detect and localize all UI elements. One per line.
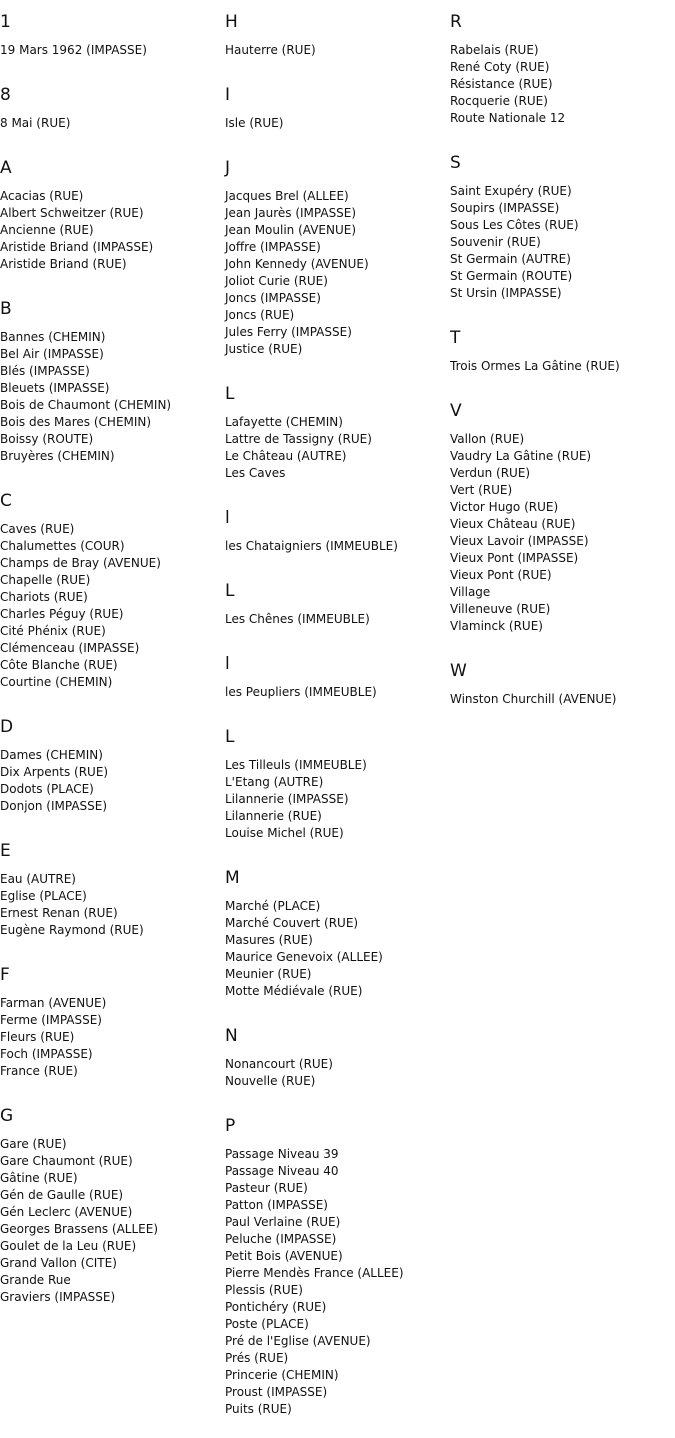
- group-spacer: [225, 842, 445, 856]
- letter-heading: L: [225, 727, 235, 747]
- letter-heading: B: [0, 299, 12, 319]
- letter-heading: V: [450, 401, 462, 421]
- group-spacer: [450, 302, 670, 316]
- street-link[interactable]: Les Tilleuls (IMMEUBLE): [225, 758, 367, 772]
- street-link[interactable]: Plessis (RUE): [225, 1283, 303, 1297]
- letter-group: [0, 299, 220, 479]
- street-link[interactable]: les Chataigniers (IMMEUBLE): [225, 539, 398, 553]
- group-spacer: [225, 59, 445, 73]
- street-link[interactable]: Joncs (IMPASSE): [225, 291, 321, 305]
- street-link[interactable]: Vaudry La Gâtine (RUE): [450, 449, 592, 463]
- street-link[interactable]: Jean Moulin (AVENUE): [225, 223, 357, 237]
- letter-group: [225, 508, 445, 569]
- street-list: [225, 757, 445, 842]
- letter-group: [225, 384, 445, 496]
- street-link[interactable]: Fleurs (RUE): [0, 1030, 75, 1044]
- street-link[interactable]: Courtine (CHEMIN): [0, 675, 113, 689]
- street-link[interactable]: Pierre Mendès France (ALLEE): [225, 1266, 404, 1280]
- street-link[interactable]: Louise Michel (RUE): [225, 826, 344, 840]
- street-list: [450, 358, 670, 375]
- street-link[interactable]: Blés (IMPASSE): [0, 364, 90, 378]
- letter-heading: F: [0, 965, 10, 985]
- letter-heading: A: [0, 158, 12, 178]
- street-link[interactable]: Chalumettes (COUR): [0, 539, 125, 553]
- street-link[interactable]: Eugène Raymond (RUE): [0, 923, 144, 937]
- street-link[interactable]: Joliot Curie (RUE): [225, 274, 328, 288]
- street-link[interactable]: St Germain (AUTRE): [450, 252, 571, 266]
- letter-heading: W: [450, 661, 467, 681]
- group-spacer: [225, 132, 445, 146]
- letter-heading: L: [225, 581, 235, 601]
- letter-group: [225, 868, 445, 1014]
- street-link[interactable]: Isle (RUE): [225, 116, 284, 130]
- letter-group: [450, 12, 670, 141]
- street-link[interactable]: Marché (PLACE): [225, 899, 321, 913]
- street-link[interactable]: Jean Jaurès (IMPASSE): [225, 206, 357, 220]
- street-list: [225, 188, 445, 358]
- letter-group: [0, 158, 220, 287]
- group-spacer: [225, 1000, 445, 1014]
- street-link[interactable]: Gén de Gaulle (RUE): [0, 1188, 124, 1202]
- street-link[interactable]: Jacques Brel (ALLEE): [225, 189, 349, 203]
- street-link[interactable]: René Coty (RUE): [450, 60, 550, 74]
- street-link[interactable]: Gare Chaumont (RUE): [0, 1154, 133, 1168]
- street-link[interactable]: Dix Arpents (RUE): [0, 765, 109, 779]
- street-link[interactable]: Route Nationale 12: [450, 111, 566, 125]
- letter-heading: J: [225, 158, 231, 178]
- street-link[interactable]: Résistance (RUE): [450, 77, 553, 91]
- street-link[interactable]: Puits (RUE): [225, 1402, 292, 1416]
- group-spacer: [0, 815, 220, 829]
- street-list: [225, 414, 445, 482]
- street-link[interactable]: Bruyères (CHEMIN): [0, 449, 115, 463]
- street-link[interactable]: Goulet de la Leu (RUE): [0, 1239, 137, 1253]
- street-link[interactable]: John Kennedy (AVENUE): [225, 257, 369, 271]
- street-link[interactable]: Farman (AVENUE): [0, 996, 107, 1010]
- street-link[interactable]: Princerie (CHEMIN): [225, 1368, 339, 1382]
- street-link[interactable]: 19 Mars 1962 (IMPASSE): [0, 43, 147, 57]
- street-link[interactable]: Vieux Château (RUE): [450, 517, 576, 531]
- letter-group: [225, 727, 445, 856]
- street-link[interactable]: St Germain (ROUTE): [450, 269, 573, 283]
- street-link[interactable]: Foch (IMPASSE): [0, 1047, 93, 1061]
- street-link[interactable]: Lilannerie (IMPASSE): [225, 792, 349, 806]
- street-list: [0, 42, 220, 59]
- street-list: [450, 183, 670, 302]
- street-link[interactable]: Jules Ferry (IMPASSE): [225, 325, 352, 339]
- group-spacer: [450, 375, 670, 389]
- street-link[interactable]: Ferme (IMPASSE): [0, 1013, 102, 1027]
- group-spacer: [225, 555, 445, 569]
- street-link[interactable]: Clémenceau (IMPASSE): [0, 641, 140, 655]
- street-link[interactable]: Grande Rue: [0, 1273, 71, 1287]
- street-link[interactable]: Souvenir (RUE): [450, 235, 541, 249]
- street-list: [0, 521, 220, 691]
- street-link[interactable]: Eglise (PLACE): [0, 889, 87, 903]
- street-link[interactable]: 8 Mai (RUE): [0, 116, 71, 130]
- street-list: [225, 611, 445, 628]
- street-link[interactable]: Marché Couvert (RUE): [225, 916, 359, 930]
- letter-group: [0, 717, 220, 829]
- street-link[interactable]: Winston Churchill (AVENUE): [450, 692, 617, 706]
- street-link[interactable]: Vert (RUE): [450, 483, 513, 497]
- street-index-column-2: [225, 0, 445, 1432]
- street-list: [0, 329, 220, 465]
- letter-group: [0, 841, 220, 953]
- letter-group: [225, 581, 445, 642]
- street-link[interactable]: Ernest Renan (RUE): [0, 906, 118, 920]
- street-link[interactable]: Ancienne (RUE): [0, 223, 94, 237]
- street-link[interactable]: Dames (CHEMIN): [0, 748, 103, 762]
- group-spacer: [225, 1090, 445, 1104]
- street-link[interactable]: Hauterre (RUE): [225, 43, 316, 57]
- letter-group: [450, 401, 670, 649]
- group-spacer: [0, 273, 220, 287]
- street-link[interactable]: France (RUE): [0, 1064, 78, 1078]
- letter-heading: L: [225, 384, 235, 404]
- street-link[interactable]: Peluche (IMPASSE): [225, 1232, 337, 1246]
- letter-heading: T: [450, 328, 461, 348]
- street-link[interactable]: Aristide Briand (IMPASSE): [0, 240, 154, 254]
- street-link[interactable]: Rabelais (RUE): [450, 43, 539, 57]
- group-spacer: [0, 465, 220, 479]
- group-spacer: [225, 482, 445, 496]
- letter-heading: I: [225, 85, 231, 105]
- street-link[interactable]: Bois des Mares (CHEMIN): [0, 415, 152, 429]
- letter-heading: N: [225, 1026, 238, 1046]
- letter-group: [0, 85, 220, 146]
- street-link[interactable]: Prés (RUE): [225, 1351, 289, 1365]
- street-link[interactable]: L'Etang (AUTRE): [225, 775, 324, 789]
- street-link[interactable]: Cité Phénix (RUE): [0, 624, 106, 638]
- street-link[interactable]: Sous Les Côtes (RUE): [450, 218, 579, 232]
- street-link[interactable]: Aristide Briand (RUE): [0, 257, 127, 271]
- letter-group: [225, 1026, 445, 1104]
- street-link[interactable]: Georges Brassens (ALLEE): [0, 1222, 158, 1236]
- street-link[interactable]: Lattre de Tassigny (RUE): [225, 432, 372, 446]
- group-spacer: [225, 701, 445, 715]
- letter-heading: S: [450, 153, 461, 173]
- street-link[interactable]: Soupirs (IMPASSE): [450, 201, 560, 215]
- street-link[interactable]: Albert Schweitzer (RUE): [0, 206, 144, 220]
- group-spacer: [225, 628, 445, 642]
- street-link[interactable]: Grand Vallon (CITE): [0, 1256, 117, 1270]
- letter-heading: l: [225, 508, 230, 528]
- street-list: [0, 188, 220, 273]
- letter-group: [0, 12, 220, 73]
- street-link[interactable]: Trois Ormes La Gâtine (RUE): [450, 359, 620, 373]
- group-spacer: [225, 358, 445, 372]
- street-link[interactable]: Proust (IMPASSE): [225, 1385, 328, 1399]
- street-link[interactable]: Saint Exupéry (RUE): [450, 184, 572, 198]
- street-link[interactable]: Charles Péguy (RUE): [0, 607, 124, 621]
- letter-heading: 1: [0, 12, 11, 32]
- street-list: [0, 871, 220, 939]
- letter-heading: E: [0, 841, 11, 861]
- street-list: [225, 115, 445, 132]
- street-link[interactable]: Pré de l'Eglise (AVENUE): [225, 1334, 371, 1348]
- letter-group: [225, 85, 445, 146]
- street-link[interactable]: Caves (RUE): [0, 522, 75, 536]
- street-list: [225, 898, 445, 1000]
- street-link[interactable]: Vlaminck (RUE): [450, 619, 543, 633]
- street-link[interactable]: Côte Blanche (RUE): [0, 658, 118, 672]
- letter-group: [225, 158, 445, 372]
- group-spacer: [0, 691, 220, 705]
- street-link[interactable]: Vieux Lavoir (IMPASSE): [450, 534, 589, 548]
- street-list: [0, 747, 220, 815]
- group-spacer: [450, 635, 670, 649]
- street-link[interactable]: Champs de Bray (AVENUE): [0, 556, 161, 570]
- group-spacer: [450, 708, 670, 722]
- street-link[interactable]: Motte Médiévale (RUE): [225, 984, 363, 998]
- street-link[interactable]: Boissy (ROUTE): [0, 432, 94, 446]
- letter-heading: H: [225, 12, 238, 32]
- street-link[interactable]: Joncs (RUE): [225, 308, 295, 322]
- group-spacer: [225, 1418, 445, 1432]
- letter-group: [450, 153, 670, 316]
- street-link[interactable]: Dodots (PLACE): [0, 782, 94, 796]
- group-spacer: [0, 132, 220, 146]
- street-link[interactable]: Verdun (RUE): [450, 466, 531, 480]
- street-link[interactable]: Lilannerie (RUE): [225, 809, 322, 823]
- street-link[interactable]: Maurice Genevoix (ALLEE): [225, 950, 383, 964]
- letter-group: [450, 661, 670, 722]
- group-spacer: [0, 1080, 220, 1094]
- street-list: [450, 691, 670, 708]
- street-link[interactable]: Joffre (IMPASSE): [225, 240, 321, 254]
- letter-heading: l: [225, 654, 230, 674]
- street-list: [225, 42, 445, 59]
- street-link[interactable]: Gare (RUE): [0, 1137, 67, 1151]
- street-link[interactable]: Petit Bois (AVENUE): [225, 1249, 343, 1263]
- street-link[interactable]: St Ursin (IMPASSE): [450, 286, 562, 300]
- street-link[interactable]: Pontichéry (RUE): [225, 1300, 327, 1314]
- street-link[interactable]: Les Chênes (IMMEUBLE): [225, 612, 370, 626]
- street-link[interactable]: Meunier (RUE): [225, 967, 312, 981]
- group-spacer: [0, 939, 220, 953]
- street-link[interactable]: Vallon (RUE): [450, 432, 525, 446]
- street-list: [0, 1136, 220, 1306]
- street-link[interactable]: Graviers (IMPASSE): [0, 1290, 116, 1304]
- street-link[interactable]: Victor Hugo (RUE): [450, 500, 559, 514]
- street-link[interactable]: Gén Leclerc (AVENUE): [0, 1205, 133, 1219]
- letter-group: [0, 1106, 220, 1320]
- street-list: [450, 42, 670, 127]
- letter-heading: M: [225, 868, 240, 888]
- street-link[interactable]: Lafayette (CHEMIN): [225, 415, 343, 429]
- street-link[interactable]: Eau (AUTRE): [0, 872, 76, 886]
- street-link[interactable]: Passage Niveau 40: [225, 1164, 339, 1178]
- letter-group: [225, 1116, 445, 1432]
- street-link[interactable]: Bleuets (IMPASSE): [0, 381, 110, 395]
- letter-group: [225, 12, 445, 73]
- letter-group: [0, 965, 220, 1094]
- street-link[interactable]: les Peupliers (IMMEUBLE): [225, 685, 377, 699]
- street-link[interactable]: Donjon (IMPASSE): [0, 799, 108, 813]
- letter-group: [450, 328, 670, 389]
- group-spacer: [0, 59, 220, 73]
- letter-heading: D: [0, 717, 14, 737]
- street-link[interactable]: Bois de Chaumont (CHEMIN): [0, 398, 172, 412]
- street-index-column-3: [450, 0, 670, 722]
- group-spacer: [0, 1306, 220, 1320]
- street-link[interactable]: Gâtine (RUE): [0, 1171, 78, 1185]
- street-index-column-1: [0, 0, 220, 1320]
- street-link[interactable]: Bannes (CHEMIN): [0, 330, 106, 344]
- letter-group: [225, 654, 445, 715]
- letter-group: [0, 491, 220, 705]
- group-spacer: [450, 127, 670, 141]
- street-link[interactable]: Acacias (RUE): [0, 189, 84, 203]
- street-link[interactable]: Bel Air (IMPASSE): [0, 347, 104, 361]
- street-link[interactable]: Masures (RUE): [225, 933, 313, 947]
- letter-heading: G: [0, 1106, 14, 1126]
- street-link[interactable]: Passage Niveau 39: [225, 1147, 339, 1161]
- street-link[interactable]: Justice (RUE): [225, 342, 303, 356]
- street-link[interactable]: Pasteur (RUE): [225, 1181, 308, 1195]
- street-link[interactable]: Chapelle (RUE): [0, 573, 91, 587]
- street-link[interactable]: Le Château (AUTRE): [225, 449, 347, 463]
- street-list: [450, 431, 670, 635]
- street-link[interactable]: Paul Verlaine (RUE): [225, 1215, 341, 1229]
- street-link[interactable]: Vieux Pont (RUE): [450, 568, 552, 582]
- street-list: [0, 995, 220, 1080]
- street-link[interactable]: Village: [450, 585, 491, 599]
- street-list: [0, 115, 220, 132]
- street-link[interactable]: Nonancourt (RUE): [225, 1057, 333, 1071]
- letter-heading: C: [0, 491, 12, 511]
- street-link[interactable]: Les Caves: [225, 466, 286, 480]
- street-list: [225, 538, 445, 555]
- street-list: [225, 1146, 445, 1418]
- letter-heading: 8: [0, 85, 11, 105]
- street-link[interactable]: Nouvelle (RUE): [225, 1074, 316, 1088]
- letter-heading: P: [225, 1116, 236, 1136]
- street-list: [225, 1056, 445, 1090]
- letter-heading: R: [450, 12, 462, 32]
- street-link[interactable]: Poste (PLACE): [225, 1317, 309, 1331]
- street-link[interactable]: Villeneuve (RUE): [450, 602, 551, 616]
- street-list: [225, 684, 445, 701]
- street-link[interactable]: Rocquerie (RUE): [450, 94, 548, 108]
- street-link[interactable]: Patton (IMPASSE): [225, 1198, 328, 1212]
- street-link[interactable]: Vieux Pont (IMPASSE): [450, 551, 579, 565]
- street-link[interactable]: Chariots (RUE): [0, 590, 88, 604]
